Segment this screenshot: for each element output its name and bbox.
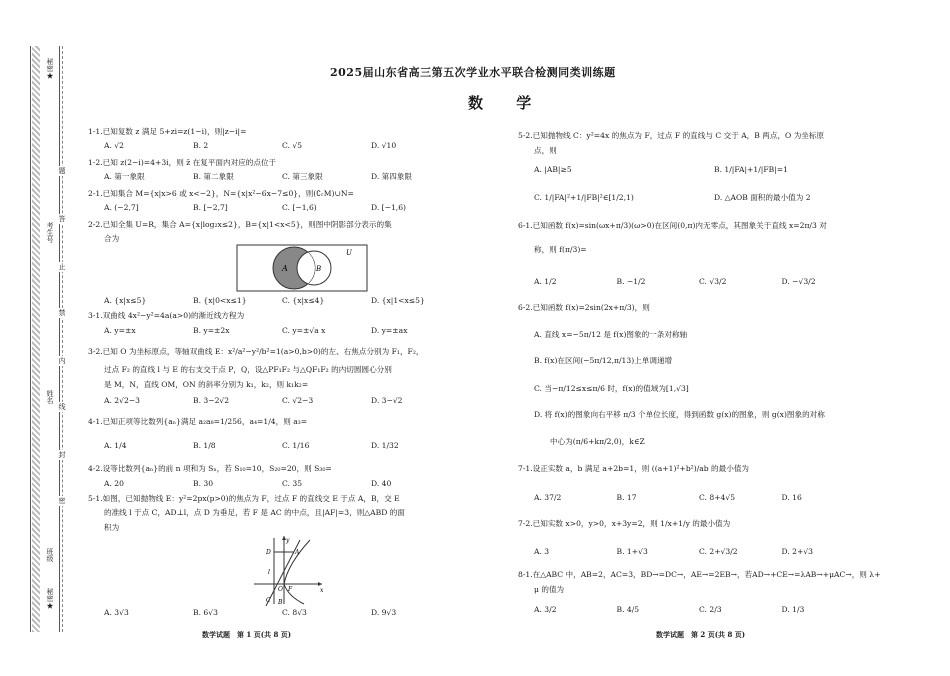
- option: A. 20: [104, 479, 124, 488]
- option: D. 40: [371, 479, 392, 488]
- cut-char: 线: [56, 402, 68, 412]
- fig-label: D: [266, 549, 271, 556]
- options-row: [534, 276, 864, 287]
- option: C. y=±√a x: [282, 326, 326, 335]
- binding-strip: [30, 46, 60, 632]
- option: C. 2/3: [699, 605, 722, 614]
- option: D. 第四象限: [371, 172, 413, 181]
- question-text: 的准线 l 于点 C，AD⊥l，点 D 为垂足，若 F 是 AC 的中点，且|AF|=3，则△ABD 的面: [104, 508, 405, 517]
- option: C. 第三象限: [282, 172, 323, 181]
- options-row: [104, 607, 460, 618]
- binding-field-name: 姓名: [46, 390, 54, 404]
- question-text: 1-1.已知复数 z 满足 5+zi=z(1−i)，则|z−i|=: [88, 127, 247, 136]
- option: A. 2√2−3: [104, 396, 141, 405]
- option: A. 3/2: [534, 605, 557, 614]
- cut-line: [62, 46, 63, 632]
- question-text: 8-1.在△ABC 中，AB=2，AC=3，BD→=DC→，AE→=2EB→，若AD→+CE→=λAB→+μAC→，则 λ+: [518, 570, 881, 579]
- option: C. 8+4√5: [699, 493, 736, 502]
- binding-pattern: [32, 46, 40, 632]
- option: C. [−1,6): [282, 203, 317, 212]
- fig-label: A: [295, 549, 300, 556]
- option: A. y=±x: [104, 326, 136, 335]
- option: D. y=±ax: [371, 326, 408, 335]
- option: B. 30: [193, 479, 214, 488]
- options-row: [534, 546, 864, 557]
- option: B. 17: [616, 493, 637, 502]
- option: B. 1/8: [193, 441, 216, 450]
- options-row: [534, 492, 864, 503]
- option: A. √2: [104, 141, 124, 150]
- venn-diagram: [236, 244, 368, 292]
- option: D. △AOB 面积的最小值为 2: [714, 193, 811, 202]
- exam-title: 2025届山东省高三第五次学业水平联合检测同类训练题: [330, 66, 616, 79]
- footer-page-2: 数学试题 第 2 页(共 8 页): [656, 630, 746, 639]
- option: B. f(x)在区间(−5π/12,π/13)上单调递增: [534, 356, 673, 365]
- option: B. [−2,7]: [193, 203, 228, 212]
- option: B. −1/2: [616, 277, 646, 286]
- cut-char: 答: [56, 214, 68, 224]
- options-row: [104, 140, 460, 151]
- options-row: [104, 478, 460, 489]
- question-text: 7-2.已知实数 x>0，y>0，x+3y=2，则 1/x+1/y 的最小值为: [518, 519, 731, 528]
- fig-label: F: [288, 586, 293, 593]
- option: A. 3√3: [104, 608, 129, 617]
- option: A. (−2,7]: [104, 203, 139, 212]
- option: B. 2: [193, 141, 209, 150]
- venn-label-a: A: [282, 264, 288, 273]
- question-text: 5-2.已知抛物线 C：y²=4x 的焦点为 F，过点 F 的直线与 C 交于 A，B 两点，O 为坐标原: [518, 131, 825, 140]
- options-row: [104, 295, 460, 306]
- question-text: 7-1.设正实数 a，b 满足 a+2b=1，则 ((a+1)²+b²)/ab 的最小值为: [518, 464, 750, 473]
- options-row: [104, 395, 460, 406]
- option: A. 第一象限: [104, 172, 145, 181]
- option: 中心为(π/6+kπ/2,0)，k∈Z: [550, 437, 645, 446]
- fig-label: B: [278, 599, 283, 606]
- cut-char: 封: [56, 450, 68, 460]
- option: D. √10: [371, 141, 397, 150]
- x-axis-arrow: [318, 582, 322, 586]
- option: C. √3/2: [699, 277, 727, 286]
- parabola-figure: [248, 534, 328, 606]
- options-row: [104, 171, 460, 182]
- question-text: 4-2.设等比数列{aₙ}的前 n 项和为 Sₙ，若 S₁₀=10，S₂₀=20，则 S₃₀=: [88, 464, 332, 473]
- option: B. 4/5: [616, 605, 640, 614]
- question-text: 5-1.如图，已知抛物线 E：y²=2px(p>0)的焦点为 F，过点 F 的直线交 E 于点 A，B，交 E: [88, 494, 400, 503]
- question-text: 1-2.已知 z(2−i)=4+3i，则 z̄ 在复平面内对应的点位于: [88, 158, 277, 167]
- question-text: 合为: [104, 234, 120, 243]
- option: C. {x|x≤4}: [282, 296, 325, 305]
- option: D. 16: [781, 493, 802, 502]
- question-text: 3-1.双曲线 4x²−y²=4a(a>0)的渐近线方程为: [88, 311, 245, 320]
- option: A. 1/4: [104, 441, 127, 450]
- option: A. 3: [534, 547, 550, 556]
- option: A. 37/2: [534, 493, 562, 502]
- option: D. 2+√3: [781, 547, 814, 556]
- option: D. {x|1<x≤5}: [371, 296, 425, 305]
- fig-label: x: [320, 587, 324, 594]
- cut-char: 止: [56, 262, 68, 272]
- question-text: 是 M，N，直线 OM，ON 的斜率分别为 k₁，k₂，则 k₁k₂=: [104, 380, 309, 389]
- footer-page-1: 数学试题 第 1 页(共 8 页): [202, 630, 292, 639]
- question-text: 过点 F₂ 的直线 l 与 E 的右支交于点 P，Q，设△PF₁F₂ 与△QF₁F₂ 的内切圆圆心分别: [104, 365, 392, 374]
- option: A. {x|x≤5}: [104, 296, 147, 305]
- option: B. {x|0<x≤1}: [193, 296, 247, 305]
- options-row: [104, 202, 460, 213]
- question-text: 2-1.已知集合 M={x|x>6 或 x<−2}，N={x|x²−6x−7≤0}，则(∁ᵣM)∪N=: [88, 189, 354, 198]
- option: D. [−1,6): [371, 203, 407, 212]
- option: D. 9√3: [371, 608, 397, 617]
- binding-field-id: 考生号: [46, 222, 54, 243]
- subject-title: 数 学: [468, 94, 546, 112]
- option: C. √2−3: [282, 396, 314, 405]
- options-row: [534, 604, 864, 615]
- option: D. 将 f(x)的图象向右平移 π/3 个单位长度，得到函数 g(x)的图象，则 g(x)图象的对称: [534, 410, 825, 419]
- option: C. 8√3: [282, 608, 307, 617]
- binding-bottom-label: 秘密★: [46, 588, 54, 609]
- question-text: 2-2.已知全集 U=R，集合 A={x|log₂x≤2}，B={x|1<x<5}，则图中阴影部分表示的集: [88, 220, 392, 229]
- option: B. 1+√3: [616, 547, 648, 556]
- venn-label-u: U: [346, 249, 352, 257]
- fig-label: O: [278, 586, 283, 593]
- option: D. 3−√2: [371, 396, 403, 405]
- option: C. 2+√3/2: [699, 547, 738, 556]
- option: C. 35: [282, 479, 303, 488]
- cut-char: 内: [56, 356, 68, 366]
- cut-char: 题: [56, 166, 68, 176]
- question-text: μ 的值为: [534, 585, 565, 594]
- option: C. 当−π/12≤x≤π/6 时，f(x)的值域为[1,√3]: [534, 384, 689, 393]
- option: D. −√3/2: [781, 277, 816, 286]
- option: B. 第二象限: [193, 172, 234, 181]
- option: B. 3−2√2: [193, 396, 230, 405]
- question-text: 6-1.已知函数 f(x)=sin(ωx+π/3)(ω>0)在区间(0,π)内无零点，其图象关于直线 x=2π/3 对: [518, 221, 827, 230]
- option: A. |AB|≥5: [534, 165, 572, 174]
- option: B. 1/|FA|+1/|FB|=1: [714, 165, 788, 174]
- question-text: 3-2.已知 O 为坐标原点，等轴双曲线 E：x²/a²−y²/b²=1(a>0,b>0)的左、右焦点分别为 F₁，F₂，: [88, 347, 424, 356]
- question-text: 6-2.已知函数 f(x)=2sin(2x+π/3)，则: [518, 303, 650, 312]
- option: B. 6√3: [193, 608, 218, 617]
- fig-label: l: [268, 569, 270, 576]
- question-text: 积为: [104, 523, 120, 532]
- venn-label-b: B: [316, 265, 322, 273]
- question-text: 点，则: [534, 146, 557, 155]
- option: C. 1/|FA|²+1/|FB|²∈[1/2,1): [534, 193, 634, 202]
- option: D. 1/3: [781, 605, 805, 614]
- question-text: 称，则 f(π/3)=: [534, 245, 587, 254]
- binding-top-label: 秘密★: [46, 58, 54, 79]
- option: C. √5: [282, 141, 303, 150]
- question-text: 4-1.已知正项等比数列{aₙ}满足 a₂a₈=1/256，a₄=1/4，则 a₃=: [88, 417, 308, 426]
- option: A. 直线 x=−5π/12 是 f(x)图象的一条对称轴: [534, 330, 688, 339]
- option: C. 1/16: [282, 441, 310, 450]
- binding-field-class: 班级: [46, 548, 54, 562]
- cut-char: 禁: [56, 308, 68, 318]
- fig-label: y: [286, 537, 290, 544]
- cut-char: 密: [56, 496, 68, 506]
- options-row: [104, 325, 460, 336]
- options-row: [104, 440, 460, 451]
- option: A. 1/2: [534, 277, 557, 286]
- option: B. y=±2x: [193, 326, 230, 335]
- option: D. 1/32: [371, 441, 399, 450]
- fig-label: C: [266, 597, 271, 604]
